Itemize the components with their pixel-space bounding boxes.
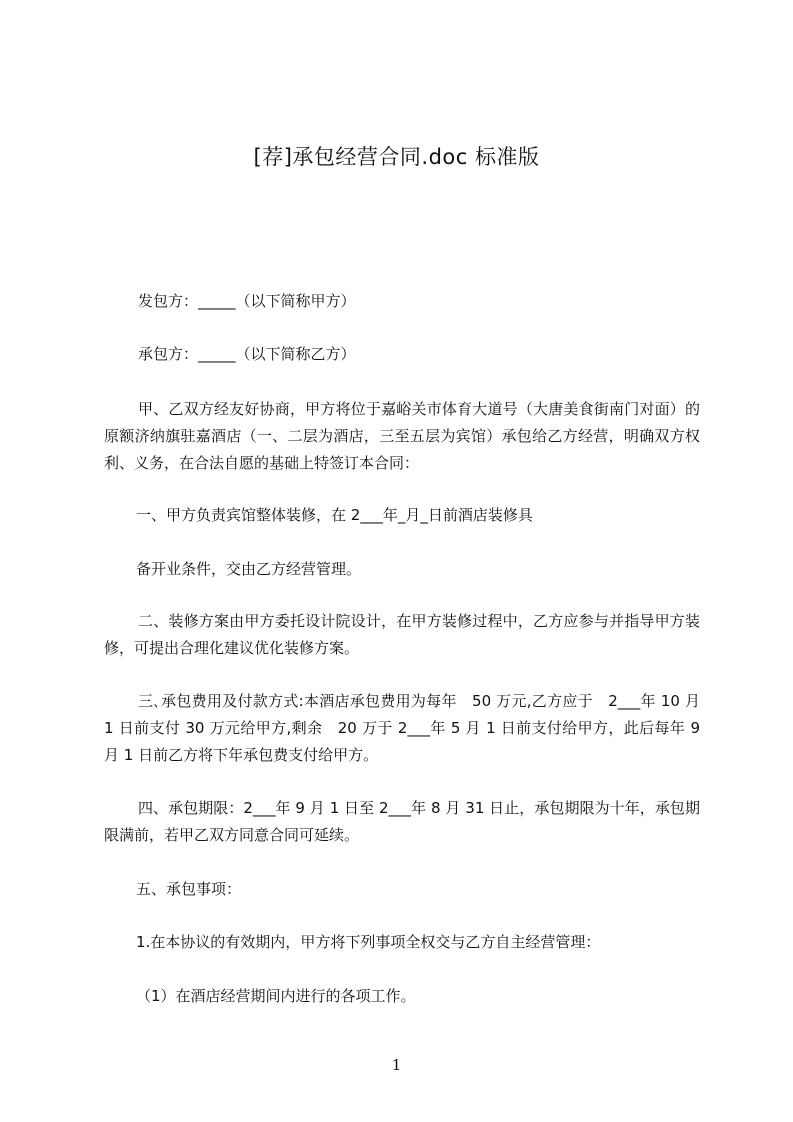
paragraph-clause-5-1: 1.在本协议的有效期内，甲方将下列事项全权交与乙方自主经营管理： bbox=[136, 933, 601, 951]
paragraph-preamble: 甲、乙双方经友好协商，甲方将位于嘉峪关市体育大道号（大唐美食街南门对面）的原额济纳旗驻嘉酒店（一、二层为酒店，三至五层为宾馆）承包给乙方经营，明确双方权利、义务，在合法自愿的基础上特签订本合同： bbox=[104, 400, 700, 472]
document-title: [荐]承包经营合同.doc 标准版 bbox=[253, 145, 540, 169]
paragraph-clause-4: 四、承包期限：2___年 9 月 1 日至 2___年 8 月 31 日止，承包期限为十年，承包期限满前，若甲乙双方同意合同可延续。 bbox=[104, 799, 700, 844]
paragraph-party-a: 发包方：_____（以下简称甲方） bbox=[138, 292, 356, 310]
paragraph-clause-1a: 一、甲方负责宾馆整体装修，在 2___年_月_日前酒店装修具 bbox=[136, 506, 533, 524]
paragraph-clause-5-1-1: （1）在酒店经营期间内进行的各项工作。 bbox=[136, 987, 416, 1005]
paragraph-clause-2: 二、装修方案由甲方委托设计院设计，在甲方装修过程中，乙方应参与并指导甲方装修，可提出合理化建议优化装修方案。 bbox=[104, 612, 700, 657]
paragraph-clause-5: 五、承包事项： bbox=[136, 880, 242, 898]
paragraph-clause-3: 三､承包费用及付款方式:本酒店承包费用为每年 50 万元,乙方应于 2___年 10 月 1 日前支付 30 万元给甲方,剩余 20 万于 2___年 5 月 1 日前支付给甲方，此后每年 9 月 1 日前乙方将下年承包费支付给甲方。 bbox=[104, 692, 700, 764]
page-number: 1 bbox=[391, 1056, 402, 1074]
paragraph-party-b: 承包方：_____（以下简称乙方） bbox=[138, 345, 356, 363]
paragraph-clause-1b: 备开业条件，交由乙方经营管理。 bbox=[136, 560, 362, 578]
